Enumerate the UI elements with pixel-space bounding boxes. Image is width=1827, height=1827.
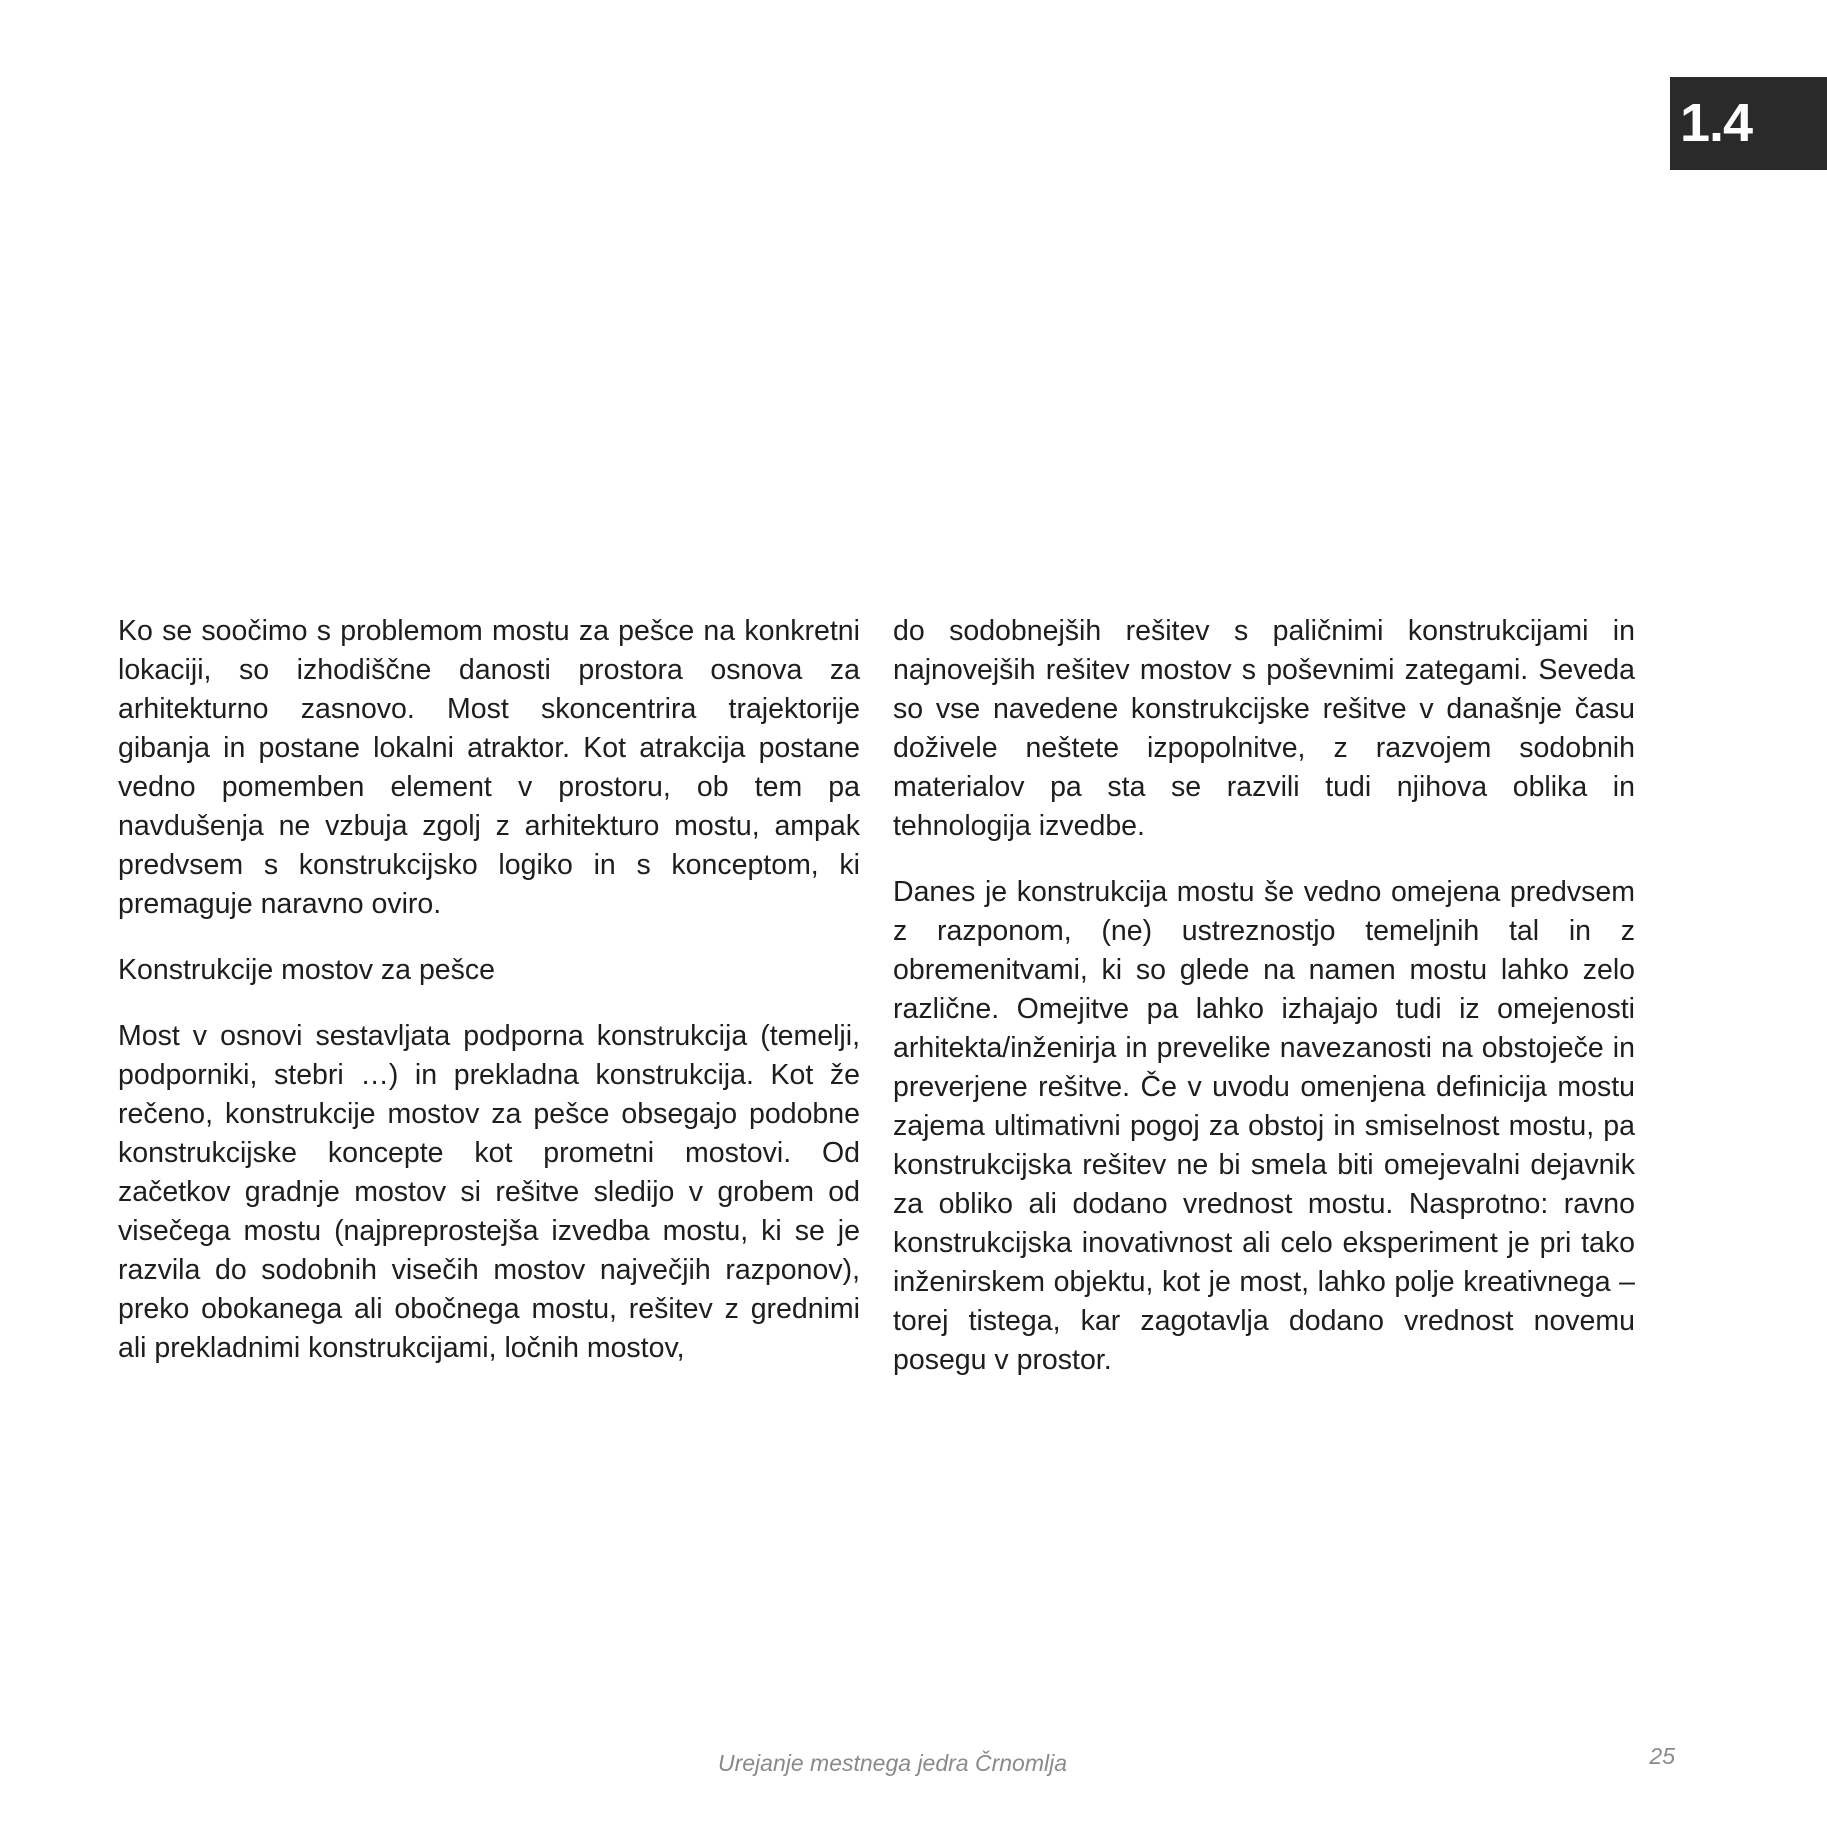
paragraph-intro: Ko se soočimo s problemom mostu za pešce na konkretni lokaciji, so izhodiščne danosti prostora osnova za arhitekturno zasnovo. Most skoncentrira trajektorije gibanja in postane lokalni atraktor. Kot atrakcija postane vedno pomemben element v prostoru, ob tem pa navdušenja ne vzbuja zgolj z arhitekturo mostu, ampak predvsem s konstrukcijsko logiko in s konceptom, ki premaguje naravno oviro. (118, 615, 860, 920)
page-number: 25 (1649, 1743, 1675, 1769)
footer-document-title: Urejanje mestnega jedra Črnomlja (718, 1750, 1067, 1776)
paragraph-modern-solutions: do sodobnejših rešitev s paličnimi konstrukcijami in najnovejših rešitev mostov s poševnimi zategami. Seveda so vse navedene konstrukcijske rešitve v današnje času doživele neštete izpopolnitve, z razvojem sodobnih materialov pa sta se razvili tudi njihova oblika in tehnologija izvedbe. (893, 615, 1635, 842)
left-text-column (118, 612, 860, 1395)
right-text-column (893, 612, 1635, 1407)
section-heading: Konstrukcije mostov za pešce (118, 954, 495, 986)
section-number-tab: 1.4 (1670, 77, 1827, 170)
paragraph-limitations: Danes je konstrukcija mostu še vedno omejena predvsem z razponom, (ne) ustreznostjo temeljnih tal in z obremenitvami, ki so glede na namen mostu lahko zelo različne. Omejitve pa lahko izhajajo tudi iz omejenosti arhitekta/inženirja in prevelike navezanosti na obstoječe in preverjene rešitve. Če v uvodu omenjena definicija mostu zajema ultimativni pogoj za obstoj in smiselnost mostu, pa konstrukcijska rešitev ne bi smela biti omejevalni dejavnik za obliko ali dodano vrednost mostu. Nasprotno: ravno konstrukcijska inovativnost ali celo eksperiment je pri tako inženirskem objektu, kot je most, lahko polje kreativnega – torej tistega, kar zagotavlja dodano vrednost novemu posegu v prostor. (893, 876, 1635, 1376)
paragraph-structure: Most v osnovi sestavljata podporna konstrukcija (temelji, podporniki, stebri …) in prekladna konstrukcija. Kot že rečeno, konstrukcije mostov za pešce obsegajo podobne konstrukcijske koncepte kot prometni mostovi. Od začetkov gradnje mostov si rešitve sledijo v grobem od visečega mostu (najpreprostejša izvedba mostu, ki se je razvila do sodobnih visečih mostov največjih razponov), preko obokanega ali obočnega mostu, rešitev z grednimi ali prekladnimi konstrukcijami, ločnih mostov, (118, 1020, 860, 1364)
